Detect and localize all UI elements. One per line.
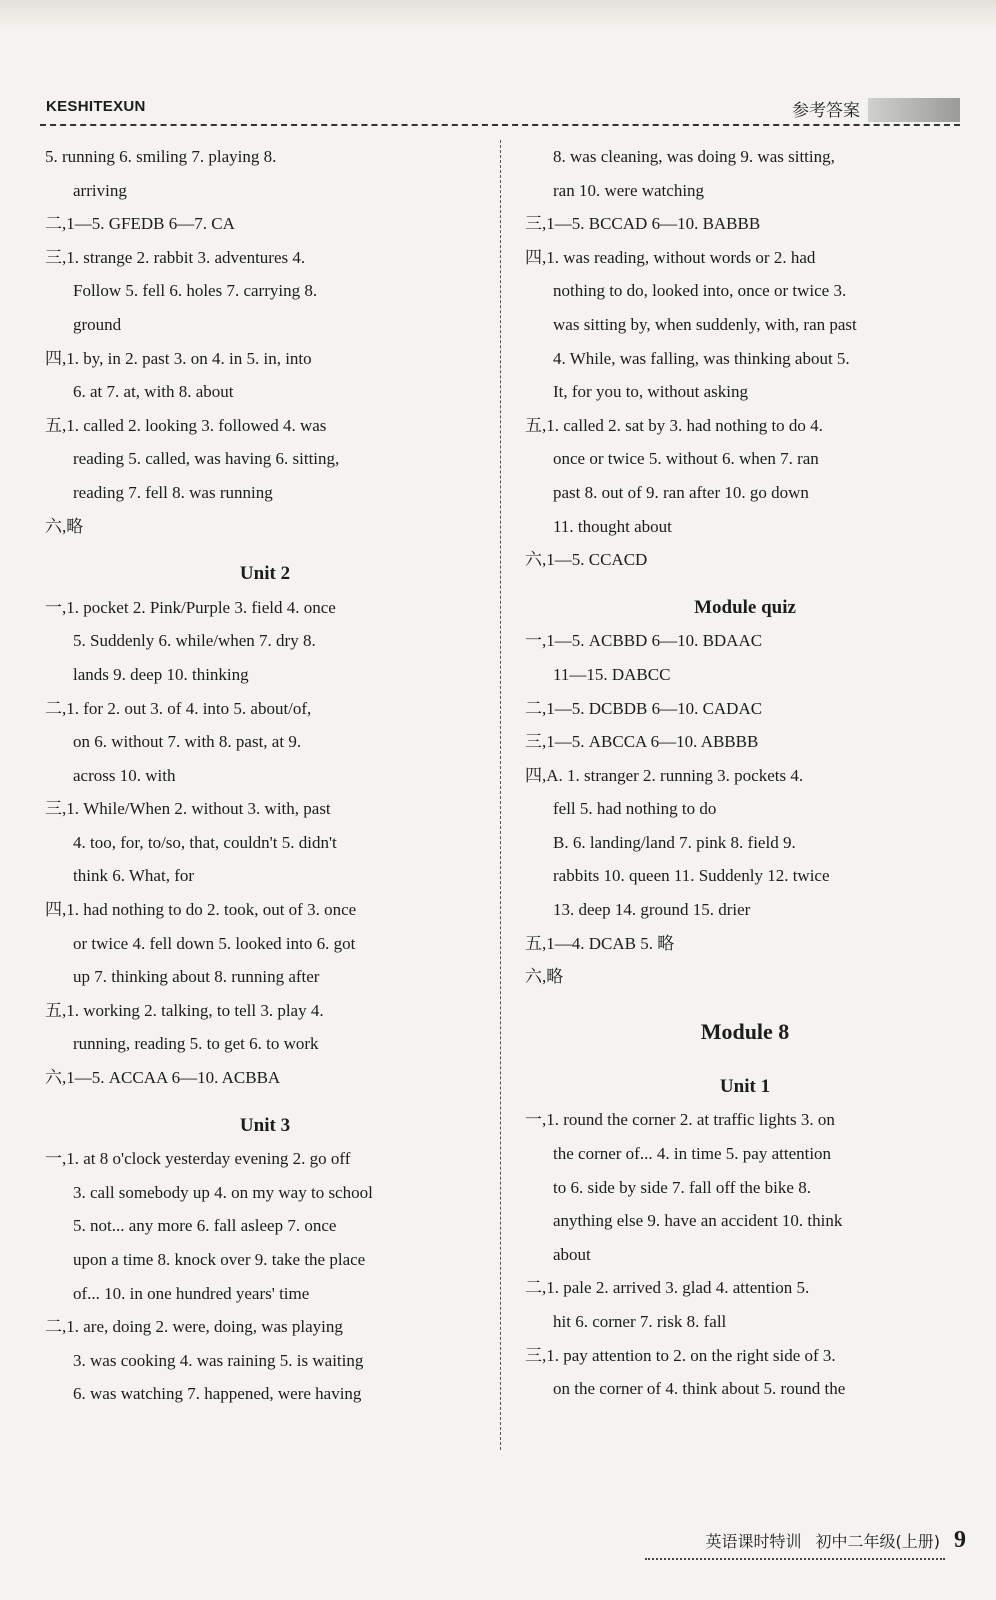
unit-3-heading: Unit 3 (239, 1114, 291, 1136)
answer-line: 6. was watching 7. happened, were having (73, 1384, 362, 1404)
answer-line: once or twice 5. without 6. when 7. ran (553, 449, 819, 469)
answer-line: across 10. with (73, 765, 176, 785)
answer-line: 六,略 (525, 967, 564, 987)
answer-line: ground (73, 314, 122, 334)
column-divider (500, 140, 501, 1450)
answer-line: 六,1—5. CCACD (525, 550, 648, 570)
answer-line: hit 6. corner 7. risk 8. fall (553, 1312, 727, 1331)
answer-line: was sitting by, when suddenly, with, ran past (553, 314, 857, 334)
unit-2-heading: Unit 2 (239, 563, 291, 585)
right-column (525, 140, 965, 1406)
answer-line: on 6. without 7. with 8. past, at 9. (73, 732, 302, 752)
answer-line: arriving (73, 180, 127, 200)
answer-line: rabbits 10. queen 11. Suddenly 12. twice (553, 866, 830, 886)
answer-line: 三,1. While/When 2. without 3. with, past (45, 799, 331, 819)
answer-line: 五,1. working 2. talking, to tell 3. play 4. (45, 1000, 324, 1020)
answer-line: 三,1. pay attention to 2. on the right side of 3. (525, 1345, 836, 1365)
answer-line: 8. was cleaning, was doing 9. was sitting, (553, 147, 835, 166)
answer-line: 3. was cooking 4. was raining 5. is waiting (73, 1350, 364, 1370)
page-header (40, 96, 960, 126)
header-bar (868, 98, 960, 122)
answer-line: It, for you to, without asking (553, 382, 749, 402)
answer-line: up 7. thinking about 8. running after (73, 967, 320, 987)
grade-label: 初中二年级(上册) (815, 1531, 940, 1551)
answer-line: think 6. What, for (73, 866, 195, 886)
answer-line: past 8. out of 9. ran after 10. go down (553, 482, 809, 502)
answer-line: 6. at 7. at, with 8. about (73, 382, 234, 402)
answer-line: 二,1. for 2. out 3. of 4. into 5. about/of, (45, 698, 312, 718)
unit-1-heading: Unit 1 (719, 1075, 771, 1097)
answer-line: B. 6. landing/land 7. pink 8. field 9. (553, 832, 796, 852)
answer-line: 六,略 (45, 516, 84, 536)
footer-divider (645, 1558, 945, 1560)
answer-line: or twice 4. fell down 5. looked into 6. got (73, 933, 356, 953)
answer-line: 四,1. had nothing to do 2. took, out of 3. once (45, 900, 357, 920)
answer-line: nothing to do, looked into, once or twice 3. (553, 281, 847, 301)
answer-line: running, reading 5. to get 6. to work (73, 1034, 319, 1054)
answer-line: Follow 5. fell 6. holes 7. carrying 8. (73, 281, 318, 301)
answer-line: 一,1. round the corner 2. at traffic lights 3. on (525, 1110, 835, 1130)
answer-line: 11. thought about (553, 516, 672, 536)
answer-line: 五,1. called 2. looking 3. followed 4. was (45, 415, 327, 435)
spacer (525, 994, 965, 1008)
answer-line: 一,1. at 8 o'clock yesterday evening 2. go off (45, 1149, 351, 1169)
module-8-heading: Module 8 (700, 1018, 790, 1044)
answer-line: 六,1—5. ACCAA 6—10. ACBBA (45, 1068, 281, 1088)
answer-line: fell 5. had nothing to do (553, 799, 717, 819)
answer-line: 3. call somebody up 4. on my way to school (73, 1182, 373, 1202)
page-footer (705, 1524, 966, 1556)
answer-line: 5. running 6. smiling 7. playing 8. (45, 147, 277, 166)
answer-line: the corner of... 4. in time 5. pay attention (553, 1144, 832, 1164)
header-divider (40, 124, 960, 126)
answer-line: 二,1. pale 2. arrived 3. glad 4. attention 5. (525, 1278, 810, 1298)
answer-line: 二,1—5. GFEDB 6—7. CA (45, 214, 235, 234)
answer-line: 11—15. DABCC (553, 664, 671, 684)
answer-line: 二,1. are, doing 2. were, doing, was playing (45, 1317, 343, 1337)
page-number: 9 (954, 1526, 966, 1553)
book-title: 英语课时特训 (705, 1531, 802, 1551)
answer-line: reading 7. fell 8. was running (73, 482, 273, 502)
answer-line: on the corner of 4. think about 5. round the (553, 1379, 846, 1399)
answer-line: anything else 9. have an accident 10. think (553, 1211, 843, 1231)
answer-line: upon a time 8. knock over 9. take the place (73, 1250, 366, 1269)
answer-line: 三,1—5. BCCAD 6—10. BABBB (525, 214, 761, 234)
answer-line: 四,1. by, in 2. past 3. on 4. in 5. in, into (45, 348, 312, 368)
answer-line: of... 10. in one hundred years' time (73, 1283, 310, 1303)
answers-label: 参考答案 (792, 101, 860, 121)
answer-line: 4. too, for, to/so, that, couldn't 5. didn't (73, 832, 337, 852)
answer-line: 一,1—5. ACBBD 6—10. BDAAC (525, 631, 763, 651)
spacer (45, 1095, 485, 1109)
answer-line: 二,1—5. DCBDB 6—10. CADAC (525, 698, 763, 718)
brand-label: KESHITEXUN (46, 98, 146, 115)
answer-line: about (553, 1244, 591, 1264)
answer-line: reading 5. called, was having 6. sitting, (73, 449, 340, 469)
answer-line: 一,1. pocket 2. Pink/Purple 3. field 4. once (45, 597, 336, 617)
answer-line: 五,1. called 2. sat by 3. had nothing to do 4. (525, 415, 823, 435)
answer-line: ran 10. were watching (553, 180, 705, 200)
answer-line: 五,1—4. DCAB 5. 略 (525, 933, 675, 953)
answer-line: 5. not... any more 6. fall asleep 7. once (73, 1216, 337, 1236)
answer-line: 三,1—5. ABCCA 6—10. ABBBB (525, 732, 759, 752)
answer-line: 13. deep 14. ground 15. drier (553, 900, 751, 920)
answer-line: 5. Suddenly 6. while/when 7. dry 8. (73, 631, 316, 651)
answer-line: 四,1. was reading, without words or 2. had (525, 247, 816, 267)
answer-line: 四,A. 1. stranger 2. running 3. pockets 4. (525, 765, 804, 785)
spacer (525, 577, 965, 591)
answer-line: 三,1. strange 2. rabbit 3. adventures 4. (45, 247, 306, 267)
answer-line: 4. While, was falling, was thinking about 5. (553, 348, 850, 368)
answer-line: to 6. side by side 7. fall off the bike 8. (553, 1177, 811, 1197)
left-column (45, 140, 485, 1411)
spacer (45, 543, 485, 557)
answer-line: lands 9. deep 10. thinking (73, 664, 249, 684)
top-shadow (0, 0, 996, 30)
module-quiz-heading: Module quiz (694, 596, 796, 618)
spacer (525, 1056, 965, 1070)
